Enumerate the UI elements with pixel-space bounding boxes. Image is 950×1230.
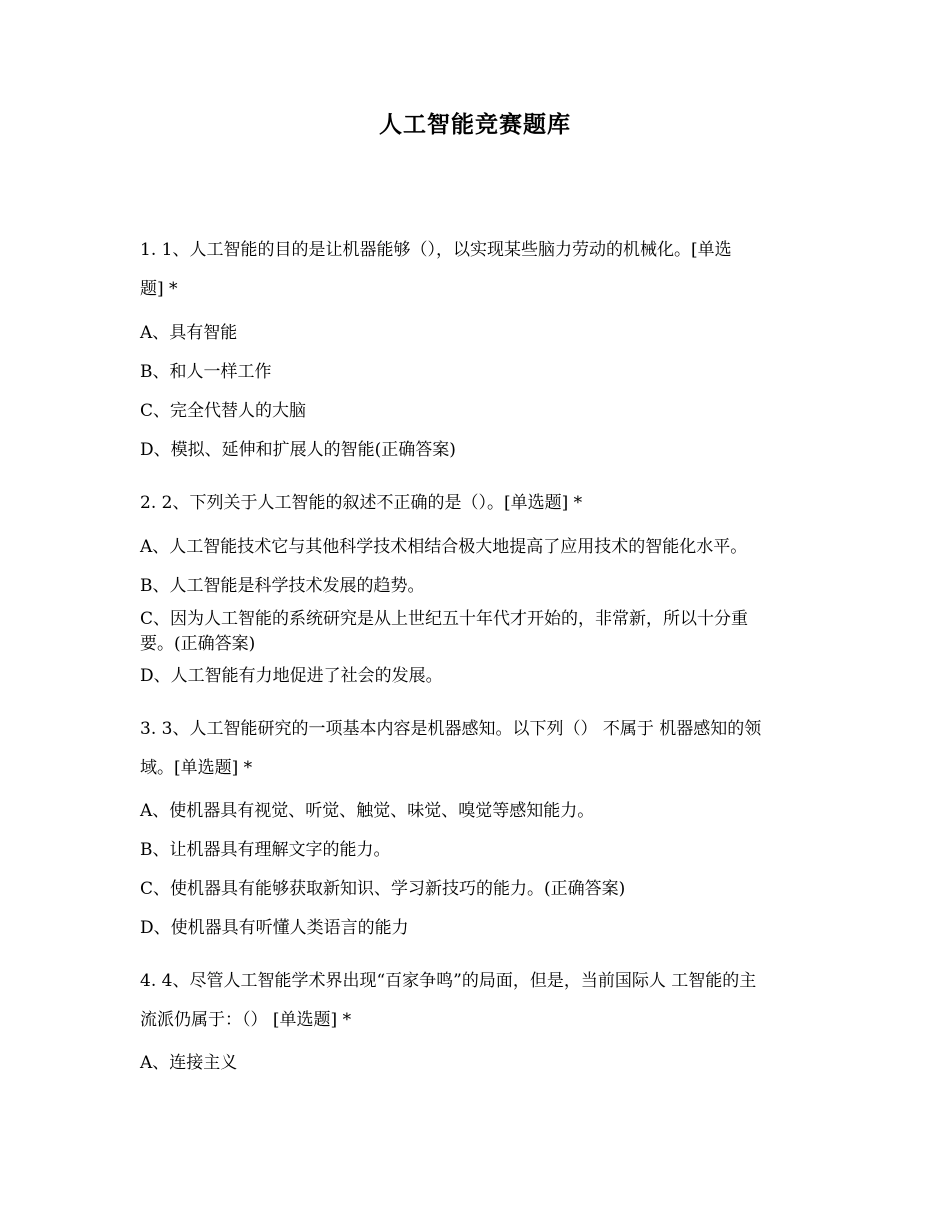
question-4-option-a: A、连接主义: [140, 1053, 238, 1073]
question-3-stem-line-1: 3. 3、人工智能研究的一项基本内容是机器感知。以下列（） 不属于 机器感知的领: [140, 719, 762, 739]
question-3-stem-line-2: 域。[单选题] *: [140, 758, 253, 778]
question-1-stem-line-2: 题] *: [140, 279, 178, 299]
question-1-option-d: D、模拟、延伸和扩展人的智能(正确答案): [140, 440, 456, 460]
question-1-option-c: C、完全代替人的大脑: [140, 401, 307, 421]
question-2-option-d: D、人工智能有力地促进了社会的发展。: [140, 666, 443, 686]
question-4-stem-line-1: 4. 4、尽管人工智能学术界出现“百家争鸣”的局面，但是，当前国际人 工智能的主: [140, 971, 757, 991]
question-2-option-c-line-1: C、因为人工智能的系统研究是从上世纪五十年代才开始的，非常新，所以十分重: [140, 609, 749, 629]
question-3-option-a: A、使机器具有视觉、听觉、触觉、味觉、嗅觉等感知能力。: [140, 801, 595, 821]
question-1-option-b: B、和人一样工作: [140, 362, 272, 382]
question-3-option-d: D、使机器具有听懂人类语言的能力: [140, 918, 409, 938]
question-4-stem-line-2: 流派仍属于：（） [单选题] *: [140, 1010, 352, 1030]
question-2-option-a: A、人工智能技术它与其他科学技术相结合极大地提高了应用技术的智能化水平。: [140, 537, 748, 557]
question-1-stem-line-1: 1. 1、人工智能的目的是让机器能够（），以实现某些脑力劳动的机械化。[单选: [140, 240, 732, 260]
question-3-option-b: B、让机器具有理解文字的能力。: [140, 840, 391, 860]
question-2-stem-line-1: 2. 2、下列关于人工智能的叙述不正确的是（）。[单选题] *: [140, 493, 583, 513]
question-3-option-c: C、使机器具有能够获取新知识、学习新技巧的能力。(正确答案): [140, 879, 626, 899]
question-1-option-a: A、具有智能: [140, 323, 238, 343]
question-2-option-c-line-2: 要。(正确答案): [140, 634, 256, 654]
document-title: 人工智能竞赛题库: [379, 111, 571, 138]
question-2-option-b: B、人工智能是科学技术发展的趋势。: [140, 576, 425, 596]
